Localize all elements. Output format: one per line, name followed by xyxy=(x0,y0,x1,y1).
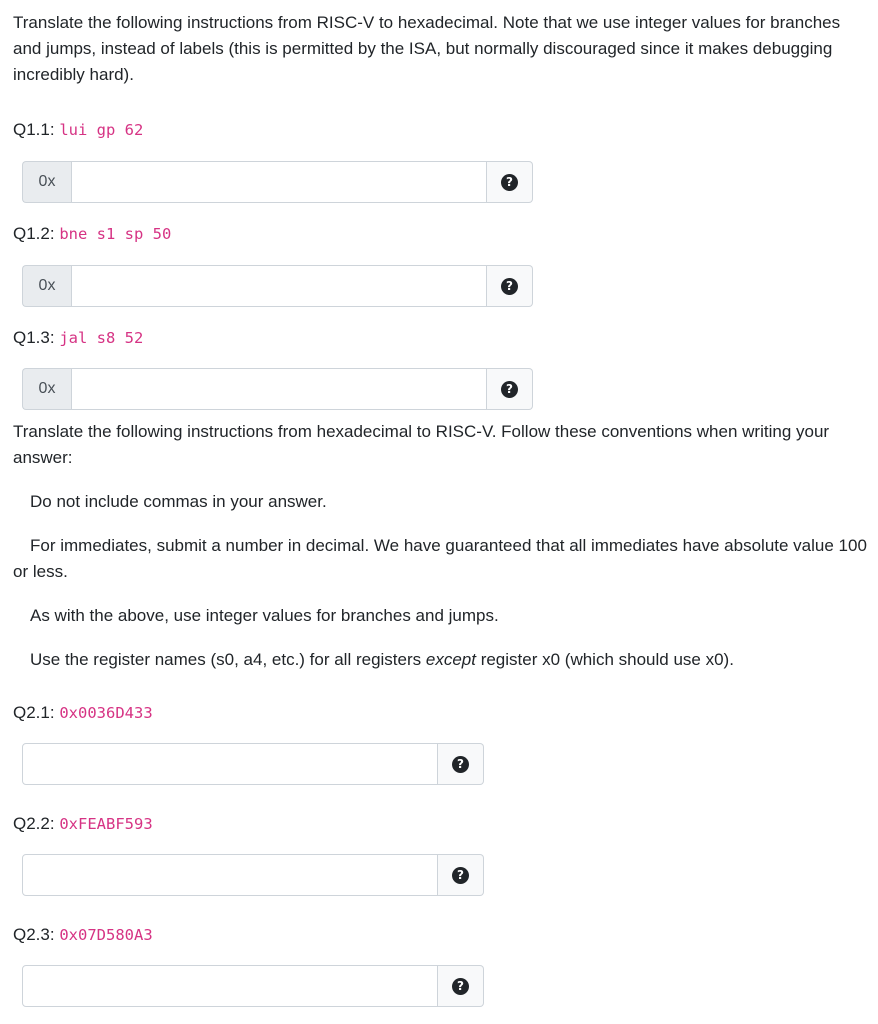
answer-input-q2-1[interactable] xyxy=(22,743,438,785)
question-q1-2 xyxy=(13,221,171,247)
question-q1-1 xyxy=(13,117,143,143)
answer-input-q2-2[interactable] xyxy=(22,854,438,896)
question-code: 0x0036D433 xyxy=(59,704,153,722)
part2-instructions: Translate the following instructions from hexadecimal to RISC-V. Follow these conventions when writing your answer: xyxy=(13,422,830,467)
convention-registers-emphasis: except xyxy=(425,650,476,669)
question-q1-3 xyxy=(13,325,143,351)
question-code: jal s8 52 xyxy=(59,329,144,347)
question-q2-1 xyxy=(13,700,153,726)
hex-prefix: 0x xyxy=(22,368,71,410)
answer-input-q1-3[interactable] xyxy=(71,368,487,410)
question-q2-2 xyxy=(13,811,153,837)
answer-group-q2-1 xyxy=(22,743,484,785)
question-code: lui gp 62 xyxy=(59,121,144,139)
question-mark-icon: ? xyxy=(501,174,518,191)
answer-input-q1-1[interactable] xyxy=(71,161,487,203)
answer-group-q1-3 xyxy=(22,368,533,410)
answer-group-q1-2 xyxy=(22,265,533,307)
convention-registers-text-end: register x0 (which should use x0). xyxy=(475,650,734,669)
question-label: Q1.1: xyxy=(13,120,55,139)
convention-immediates: For immediates, submit a number in decimal. We have guaranteed that all immediates have absolute value 100 or less. xyxy=(13,536,867,581)
convention-branches: As with the above, use integer values for branches and jumps. xyxy=(30,606,499,625)
help-button-q2-2[interactable] xyxy=(438,854,484,896)
question-mark-icon: ? xyxy=(452,867,469,884)
help-button-q2-1[interactable] xyxy=(438,743,484,785)
question-label: Q2.2: xyxy=(13,814,55,833)
convention-no-commas: Do not include commas in your answer. xyxy=(30,492,327,511)
hex-prefix: 0x xyxy=(22,265,71,307)
question-label: Q1.3: xyxy=(13,328,55,347)
help-button-q1-2[interactable] xyxy=(487,265,533,307)
answer-input-q1-2[interactable] xyxy=(71,265,487,307)
answer-group-q2-3 xyxy=(22,965,484,1007)
help-button-q2-3[interactable] xyxy=(438,965,484,1007)
question-code: 0x07D580A3 xyxy=(59,926,153,944)
hex-prefix: 0x xyxy=(22,161,71,203)
question-mark-icon: ? xyxy=(452,978,469,995)
question-label: Q1.2: xyxy=(13,224,55,243)
convention-registers xyxy=(13,647,871,673)
part1-instructions: Translate the following instructions from RISC-V to hexadecimal. Note that we use integer values for branches and jumps, instead of labels (this is permitted by the ISA, but normally discouraged since it makes debugging incredibly hard). xyxy=(13,13,841,84)
question-mark-icon: ? xyxy=(501,381,518,398)
convention-registers-text: Use the register names (s0, a4, etc.) for all registers xyxy=(30,650,426,669)
answer-input-q2-3[interactable] xyxy=(22,965,438,1007)
question-code: bne s1 sp 50 xyxy=(59,225,172,243)
question-code: 0xFEABF593 xyxy=(59,815,153,833)
question-label: Q2.3: xyxy=(13,925,55,944)
question-mark-icon: ? xyxy=(452,756,469,773)
answer-group-q2-2 xyxy=(22,854,484,896)
question-label: Q2.1: xyxy=(13,703,55,722)
help-button-q1-3[interactable] xyxy=(487,368,533,410)
help-button-q1-1[interactable] xyxy=(487,161,533,203)
answer-group-q1-1 xyxy=(22,161,533,203)
question-q2-3 xyxy=(13,922,153,948)
question-mark-icon: ? xyxy=(501,278,518,295)
